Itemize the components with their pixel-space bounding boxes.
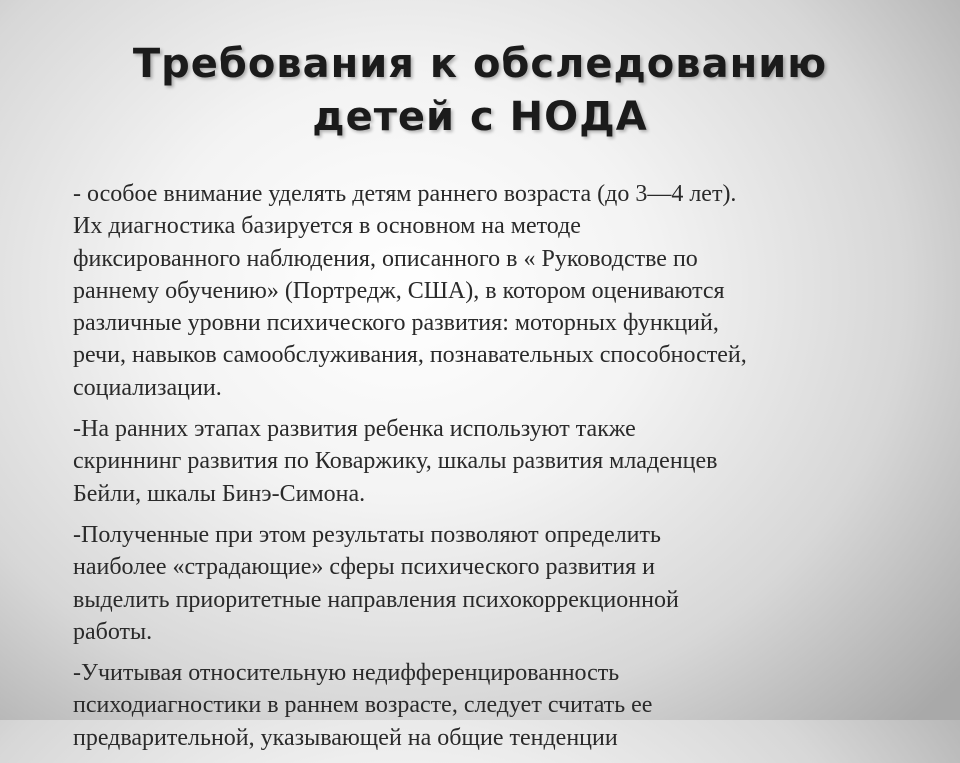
- slide-body: [73, 178, 913, 763]
- text-line: социализации.: [73, 374, 222, 401]
- text-line: раннему обучению» (Портредж, США), в котором оцениваются: [73, 277, 725, 304]
- text-line: наиболее «страдающие» сферы психического развития и: [73, 554, 656, 581]
- text-line: Их диагностика базируется в основном на методе: [73, 213, 581, 240]
- text-line: фиксированного наблюдения, описанного в « Руководстве по: [73, 245, 698, 272]
- paragraph-1: [73, 178, 913, 404]
- text-line: -Учитывая относительную недифференцированность: [73, 660, 620, 687]
- text-line: речи, навыков самообслуживания, познавательных способностей,: [73, 342, 747, 369]
- text-line: Бейли, шкалы Бинэ-Симона.: [73, 480, 366, 507]
- title-line-2: детей с НОДА: [312, 94, 648, 140]
- text-line: выделить приоритетные направления психокоррекционной: [73, 586, 679, 613]
- title-line-1: Требования к обследованию: [132, 41, 828, 87]
- paragraph-2: [73, 413, 913, 510]
- text-line: - особое внимание уделять детям раннего возраста (до 3—4 лет).: [73, 181, 737, 207]
- paragraph-3: [73, 519, 913, 648]
- paragraph-4: [73, 657, 913, 754]
- text-line: различные уровни психического развития: моторных функций,: [73, 310, 719, 337]
- text-line: -На ранних этапах развития ребенка используют также: [73, 416, 636, 443]
- text-line: психодиагностики в раннем возрасте, следует считать ее: [73, 692, 653, 719]
- text-line: скриннинг развития по Коваржику, шкалы развития младенцев: [73, 448, 718, 475]
- text-line: -Полученные при этом результаты позволяют определить: [73, 521, 661, 548]
- text-line: работы.: [73, 618, 153, 645]
- slide-title: [60, 38, 900, 144]
- text-line: предварительной, указывающей на общие тенденции: [73, 724, 618, 751]
